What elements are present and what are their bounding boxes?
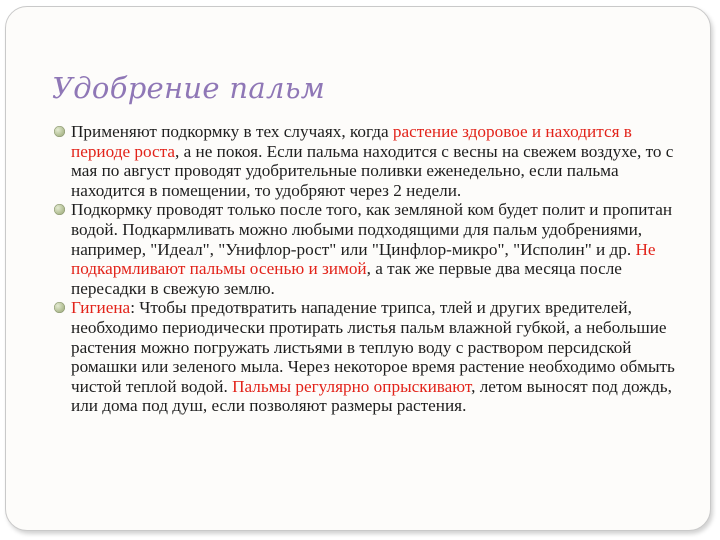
bullet-text: , летом выносят под дождь, или дома под душ, если позволяют размеры растения. [71, 376, 672, 416]
highlight-text: Не подкармливают пальмы осенью и зимой [71, 239, 656, 279]
hygiene-label: Гигиена [71, 298, 131, 318]
bullet-item-hygiene [54, 298, 694, 416]
bullet-text: : Чтобы предотвратить нападение трипса, тлей и других вредителей, необходимо периодически протирать листья пальм влажной губкой, а небольшие растения можно погружать листьями в теплую воду с раствором персидской ромашки или зеленого мыла. Через некоторое время растение необходимо обмыть чистой теплой водой. [71, 298, 675, 396]
bullet-item-fertilizing [54, 122, 694, 200]
bullet-item-feeding [54, 200, 694, 298]
highlight-text: Пальмы регулярно опрыскивают [232, 376, 472, 396]
bullet-text: Применяют подкормку в тех случаях, когда [71, 122, 393, 141]
bullet-text: , а так же первые два месяца после пересадки в свежую землю. [71, 259, 622, 298]
highlight-text: растение здоровое и находится в периоде роста [71, 122, 632, 161]
bullet-icon [54, 126, 65, 137]
bullet-icon [54, 302, 65, 313]
slide [5, 6, 711, 531]
bullet-text: , а не покоя. Если пальма находится с весны на свежем воздухе, то с мая по август проводят удобрительные поливки еженедельно, если пальма находится в помещении, то удобряют через 2 недели. [71, 141, 674, 200]
bullet-icon [54, 204, 65, 215]
bullet-text: Подкормку проводят только после того, как земляной ком будет полит и пропитан водой. Подкармливать можно любыми подходящими для пальм удобрениями, например, "Идеал", "Унифлор-рост" или "Цинфлор-микро", "Исполин" и др. [71, 200, 673, 259]
bullet-list [54, 122, 694, 416]
slide-title: Удобрение пальм [52, 71, 326, 105]
